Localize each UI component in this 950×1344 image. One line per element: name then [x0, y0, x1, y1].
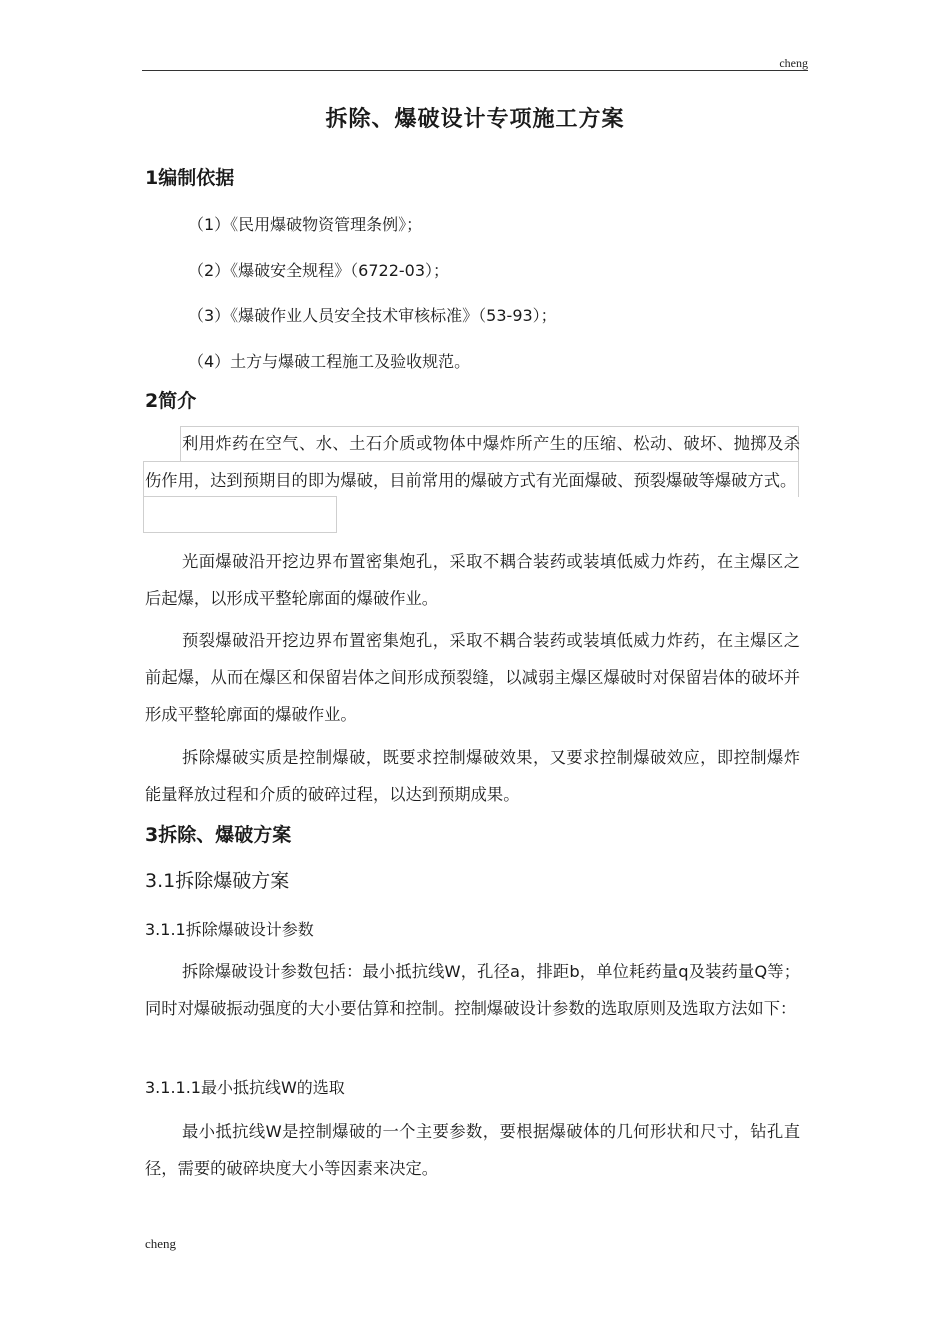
smooth-blasting-paragraph: 光面爆破沿开挖边界布置密集炮孔，采取不耦合装药或装填低威力炸药，在主爆区之后起爆，以形成平整轮廓面的爆破作业。	[145, 552, 800, 608]
reference-item-4: （4）土方与爆破工程施工及验收规范。	[188, 352, 471, 371]
section-3-heading: 3拆除、爆破方案	[145, 824, 292, 846]
reference-item-3: （3）《爆破作业人员安全技术审核标准》（53-93）；	[188, 306, 557, 325]
reference-item-1: （1）《民用爆破物资管理条例》；	[188, 215, 423, 234]
demolition-blasting-paragraph: 拆除爆破实质是控制爆破，既要求控制爆破效果，又要求控制爆破效应，即控制爆炸能量释放过程和介质的破碎过程，以达到预期成果。	[145, 748, 800, 804]
header-rule	[142, 70, 808, 71]
section-3-1-1-1-heading: 3.1.1.1最小抵抗线W的选取	[145, 1078, 345, 1097]
header-text: cheng	[779, 56, 808, 70]
intro-paragraph: 利用炸药在空气、水、土石介质或物体中爆炸所产生的压缩、松动、破坏、抛掷及杀伤作用，达到预期目的即为爆破，目前常用的爆破方式有光面爆破、预裂爆破等爆破方式。	[145, 434, 800, 490]
reference-item-2: （2）《爆破安全规程》（6722-03）；	[188, 261, 450, 280]
highlight-box-line	[143, 496, 337, 533]
min-burden-paragraph: 最小抵抗线W是控制爆破的一个主要参数，要根据爆破体的几何形状和尺寸，钻孔直径，需要的破碎块度大小等因素来决定。	[145, 1122, 800, 1178]
document-title: 拆除、爆破设计专项施工方案	[325, 107, 625, 132]
section-3-1-1-heading: 3.1.1拆除爆破设计参数	[145, 920, 314, 939]
section-1-heading: 1编制依据	[145, 167, 235, 189]
section-3-1-heading: 3.1拆除爆破方案	[145, 870, 290, 892]
section-2-heading: 2简介	[145, 390, 197, 412]
page-footer: cheng	[145, 1236, 177, 1251]
design-parameters-paragraph: 拆除爆破设计参数包括：最小抵抗线W，孔径a，排距b，单位耗药量q及装药量Q等；同时对爆破振动强度的大小要估算和控制。控制爆破设计参数的选取原则及选取方法如下：	[145, 962, 800, 1018]
presplit-blasting-paragraph: 预裂爆破沿开挖边界布置密集炮孔，采取不耦合装药或装填低威力炸药，在主爆区之前起爆，从而在爆区和保留岩体之间形成预裂缝，以减弱主爆区爆破时对保留岩体的破坏并形成平整轮廓面的爆破作业。	[145, 631, 800, 724]
